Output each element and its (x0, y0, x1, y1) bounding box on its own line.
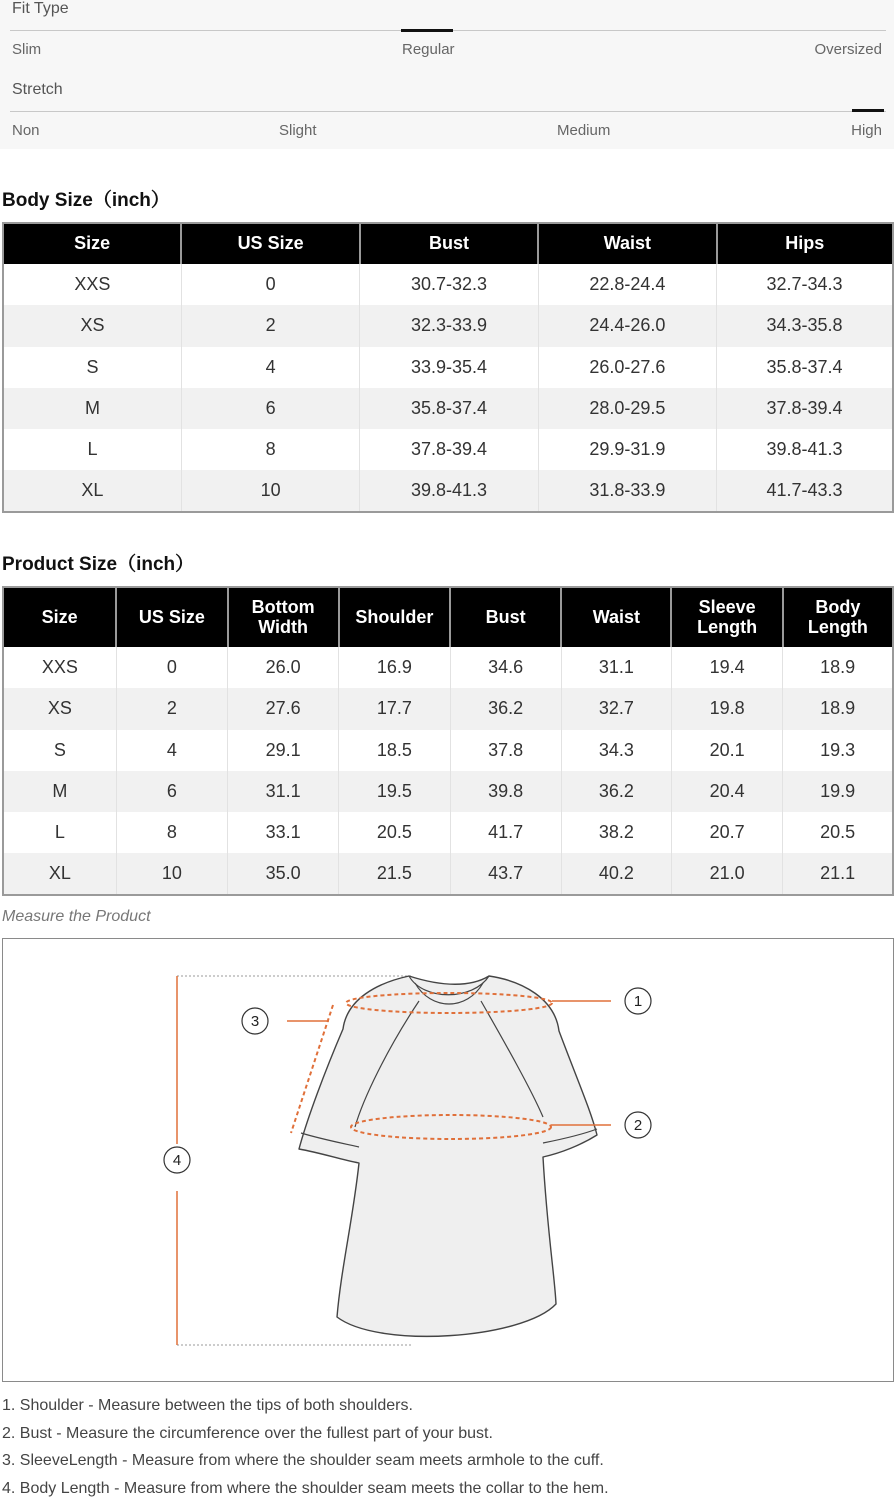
body-size-heading (2, 185, 170, 212)
table-cell: XXS (74, 274, 111, 295)
table-cell: 20.4 (671, 771, 782, 812)
table-cell: 18.9 (783, 688, 893, 729)
table-cell: 37.8-39.4 (360, 429, 538, 470)
table-cell: 2 (181, 305, 359, 346)
product-size-heading (2, 549, 194, 576)
table-cell: 4 (181, 347, 359, 388)
table-cell: L (87, 439, 98, 460)
table-cell: 20.7 (671, 812, 782, 853)
table-cell: 34.3-35.8 (717, 305, 893, 346)
note-shoulder: 1. Shoulder - Measure between the tips of both shoulders. (2, 1397, 413, 1414)
table-cell: 28.0-29.5 (538, 388, 716, 429)
table-cell: 34.6 (450, 647, 561, 688)
table-row (3, 347, 893, 388)
table-cell: XS (3, 305, 181, 346)
table-cell: 33.1 (228, 812, 339, 853)
table-cell: XL (3, 853, 116, 894)
table-row (3, 688, 893, 729)
product-size-title: Product Size (2, 554, 118, 575)
table-header-row (3, 587, 893, 647)
table-cell: 21.5 (339, 853, 450, 894)
table-cell: 6 (181, 388, 359, 429)
marker-3-label: 3 (250, 1013, 260, 1030)
table-cell: 31.1 (228, 771, 339, 812)
stretch-title: Stretch (12, 81, 63, 98)
table-row (3, 388, 893, 429)
measurement-notes (2, 1396, 609, 1500)
table-cell: 19.4 (671, 647, 782, 688)
table-cell: 19.5 (339, 771, 450, 812)
stretch-label-non: Non (12, 122, 40, 139)
table-cell: 4 (116, 730, 227, 771)
table-cell: 29.1 (228, 730, 339, 771)
fit-stretch-panel (0, 0, 894, 149)
column-header: Bust (360, 223, 538, 264)
table-cell: 32.7 (561, 688, 671, 729)
body-size-title: Body Size (2, 190, 93, 211)
table-cell: 10 (181, 470, 359, 511)
table-cell: 20.1 (671, 730, 782, 771)
marker-1 (625, 988, 651, 1014)
table-cell: 41.7 (450, 812, 561, 853)
table-cell: 17.7 (339, 688, 450, 729)
stretch-selected-marker (852, 109, 884, 112)
table-cell: 20.5 (783, 812, 893, 853)
table-cell: 21.1 (783, 853, 893, 894)
table-cell: 39.8 (450, 771, 561, 812)
fit-type-selected-marker (401, 29, 453, 32)
table-cell: 18.5 (339, 730, 450, 771)
marker-2-label: 2 (633, 1117, 643, 1134)
table-cell: 35.8-37.4 (717, 347, 893, 388)
table-cell: 6 (116, 771, 227, 812)
column-header: Body Length (783, 587, 893, 647)
table-cell: 2 (116, 688, 227, 729)
table-cell: 35.0 (228, 853, 339, 894)
table-row (3, 305, 893, 346)
note-sleeve-length: 3. SleeveLength - Measure from where the shoulder seam meets armhole to the cuff. (2, 1452, 604, 1469)
column-header: Waist (561, 587, 671, 647)
body-size-unit: （inch） (92, 190, 170, 211)
column-header: US Size (181, 223, 359, 264)
column-header: Hips (717, 223, 893, 264)
table-cell: L (54, 822, 65, 843)
table-row (3, 812, 893, 853)
table-cell: 32.7-34.3 (717, 264, 893, 305)
stretch-scale-track (10, 111, 886, 112)
table-row (3, 470, 893, 511)
column-header: Waist (538, 223, 716, 264)
table-cell: 32.3-33.9 (360, 305, 538, 346)
table-cell: 21.0 (671, 853, 782, 894)
table-cell: 19.9 (783, 771, 893, 812)
marker-4 (164, 1147, 190, 1173)
column-header: US Size (116, 587, 227, 647)
marker-2 (625, 1112, 651, 1138)
stretch-label-medium: Medium (557, 122, 611, 139)
table-cell: 40.2 (561, 853, 671, 894)
table-cell: 36.2 (561, 771, 671, 812)
stretch-label-high: High (851, 122, 882, 139)
table-cell: 36.2 (450, 688, 561, 729)
fit-type-title: Fit Type (12, 0, 69, 17)
table-cell: 18.9 (783, 647, 893, 688)
table-row (3, 771, 893, 812)
table-cell: 20.5 (339, 812, 450, 853)
fit-type-label-oversized: Oversized (814, 41, 882, 58)
table-row (3, 853, 893, 894)
table-cell: XL (3, 470, 181, 511)
table-cell: 0 (116, 647, 227, 688)
table-cell: 31.8-33.9 (538, 470, 716, 511)
table-cell: 19.8 (671, 688, 782, 729)
table-cell: 39.8-41.3 (717, 429, 893, 470)
fit-type-label-slim: Slim (12, 41, 42, 58)
column-header: Size (3, 587, 116, 647)
table-cell: 43.7 (450, 853, 561, 894)
table-cell: 19.3 (783, 730, 893, 771)
table-cell: M (3, 771, 116, 812)
table-cell: M (3, 388, 181, 429)
fit-type-label-regular: Regular (402, 41, 455, 58)
table-cell: 37.8 (450, 730, 561, 771)
note-bust: 2. Bust - Measure the circumference over the fullest part of your bust. (2, 1424, 493, 1442)
table-cell: 8 (116, 812, 227, 853)
table-cell: 37.8-39.4 (717, 388, 893, 429)
table-cell: 34.3 (561, 730, 671, 771)
stretch-label-slight: Slight (279, 122, 317, 139)
table-cell: 29.9-31.9 (538, 429, 716, 470)
measurement-diagram (2, 938, 894, 1382)
column-header: Size (3, 223, 181, 264)
table-cell: 26.0-27.6 (538, 347, 716, 388)
table-cell: 30.7-32.3 (360, 264, 538, 305)
table-cell: 26.0 (228, 647, 339, 688)
table-cell: XXS (41, 657, 78, 678)
table-cell: 41.7-43.3 (717, 470, 893, 511)
table-cell: S (53, 739, 66, 760)
table-cell: 39.8-41.3 (360, 470, 538, 511)
product-size-unit: （inch） (117, 554, 195, 575)
marker-3 (242, 1008, 268, 1034)
table-cell: 0 (181, 264, 359, 305)
table-cell: 10 (116, 853, 227, 894)
note-body-length: 4. Body Length - Measure from where the shoulder seam meets the collar to the hem. (2, 1479, 609, 1497)
table-cell: 22.8-24.4 (538, 264, 716, 305)
table-row (3, 647, 893, 688)
column-header: Sleeve Length (671, 587, 782, 647)
table-cell: 38.2 (561, 812, 671, 853)
table-header-row (3, 223, 893, 264)
table-row (3, 429, 893, 470)
table-cell: 31.1 (561, 647, 671, 688)
tshirt-outline (299, 976, 597, 1336)
column-header: Shoulder (339, 587, 450, 647)
table-cell: 33.9-35.4 (360, 347, 538, 388)
marker-4-label: 4 (172, 1152, 182, 1169)
tshirt-diagram (3, 939, 895, 1383)
column-header: Bottom Width (228, 587, 339, 647)
table-cell: 24.4-26.0 (538, 305, 716, 346)
marker-1-label: 1 (633, 993, 643, 1010)
column-header: Bust (450, 587, 561, 647)
body-size-table (2, 222, 894, 513)
table-cell: XS (3, 688, 116, 729)
table-cell: 8 (181, 429, 359, 470)
table-row (3, 730, 893, 771)
product-size-table (2, 586, 894, 896)
table-cell: S (86, 356, 99, 377)
measure-caption: Measure the Product (2, 908, 151, 925)
table-row (3, 264, 893, 305)
table-cell: 16.9 (339, 647, 450, 688)
table-cell: 27.6 (228, 688, 339, 729)
table-cell: 35.8-37.4 (360, 388, 538, 429)
